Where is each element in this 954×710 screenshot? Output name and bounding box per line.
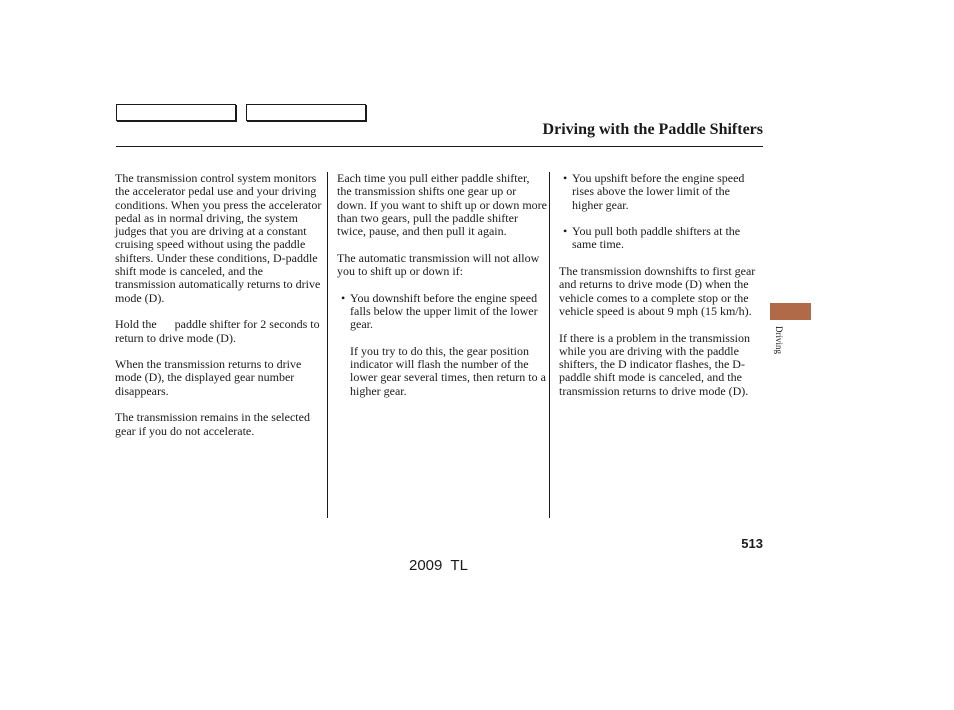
column-2 — [337, 172, 547, 411]
column-1 — [115, 172, 325, 451]
column-3 — [559, 172, 763, 411]
list-item-text: You pull both paddle shifters at the same time. — [572, 224, 741, 252]
column-divider — [327, 172, 328, 518]
footer-model: 2009 TL — [409, 557, 468, 574]
bullet-icon: • — [563, 224, 568, 239]
paragraph: If there is a problem in the transmission while you are driving with the paddle shifters, the D indicator flashes, the D-paddle shift mode is canceled, and the transmission returns to drive mode (D). — [559, 330, 750, 398]
paragraph: If you try to do this, the gear position indicator will flash the number of the lower gear several times, then return to a higher gear. — [350, 343, 546, 398]
paragraph: The transmission downshifts to first gear and returns to drive mode (D) when the vehicle comes to a complete stop or the vehicle speed is about 9 mph (15 km/h). — [559, 264, 756, 318]
section-tab — [770, 303, 811, 320]
page-number: 513 — [741, 536, 763, 551]
paragraph: When the transmission returns to drive mode (D), the displayed gear number disappears. — [115, 357, 302, 398]
paragraph: The automatic transmission will not allow you to shift up or down if: — [337, 250, 540, 279]
paragraph: Hold the paddle shifter for 2 seconds to return to drive mode (D). — [115, 317, 323, 345]
section-label: Driving — [774, 326, 784, 354]
previous-page-button[interactable] — [116, 104, 236, 121]
paragraph: The transmission remains in the selected gear if you do not accelerate. — [115, 410, 310, 438]
list-item-text: You downshift before the engine speed falls below the upper limit of the lower gear. — [350, 290, 538, 332]
title-divider — [116, 146, 763, 147]
list-item — [559, 225, 763, 252]
column-divider — [549, 172, 550, 518]
paragraph: The transmission control system monitors the accelerator pedal use and your driving conditions. When you press the accelerator pedal as in normal driving, the system judges that you are driving at a constant cruising speed without using the paddle shifters. Under these conditions, D-paddle shift mode is canceled, and the transmission automatically returns to drive mode (D). — [115, 171, 322, 305]
bullet-icon: • — [341, 290, 346, 305]
page-title: Driving with the Paddle Shifters — [542, 121, 763, 138]
paragraph: Each time you pull either paddle shifter, the transmission shifts one gear up or down. If you want to shift up or down more than two gears, pull the paddle shifter twice, pause, and then pull it again. — [337, 171, 547, 239]
list-item — [559, 172, 763, 212]
list-item — [337, 292, 547, 332]
next-page-button[interactable] — [246, 104, 366, 121]
list-item-text: You upshift before the engine speed rises above the lower limit of the higher gear. — [572, 171, 745, 212]
bullet-icon: • — [563, 171, 568, 185]
